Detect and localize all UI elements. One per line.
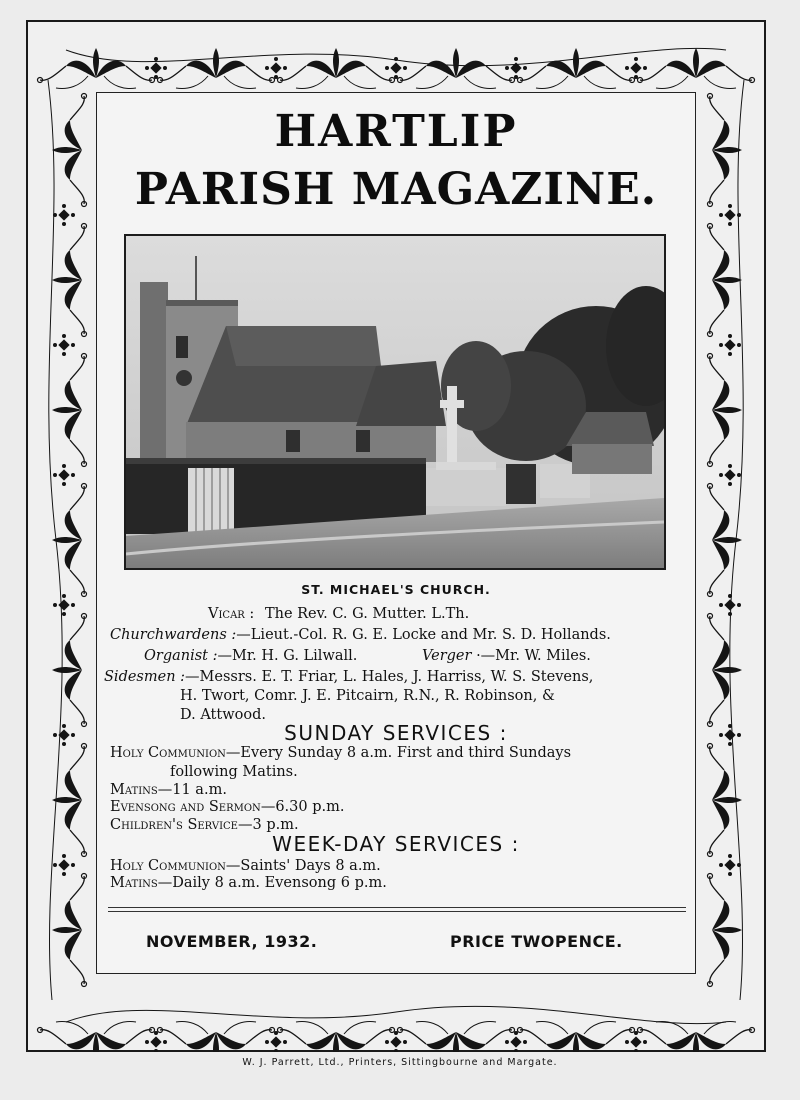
sunday-children-label: Children's Service (110, 817, 238, 833)
weekday-matins-text: —Daily 8 a.m. Evensong 6 p.m. (157, 875, 387, 891)
sunday-matins (110, 782, 227, 798)
organist-name: —Mr. H. G. Lilwall. (217, 648, 358, 664)
sunday-evensong-label: Evensong and Sermon (110, 799, 261, 815)
magazine-title-line-1: HARTLIP (274, 106, 518, 157)
churchwardens-names: —Lieut.-Col. R. G. E. Locke and Mr. S. D. Hollands. (236, 627, 611, 643)
sidesmen-names-1: —Messrs. E. T. Friar, L. Hales, J. Harriss, W. S. Stevens, (185, 669, 594, 685)
organist-verger-line (144, 648, 591, 664)
sidesmen-line-1 (104, 669, 593, 685)
vicar-label: Vicar : (208, 606, 255, 622)
sunday-matins-text: —11 a.m. (157, 782, 227, 798)
church-illustration (126, 236, 664, 568)
weekday-services-heading: WEEK-DAY SERVICES : (272, 832, 520, 856)
weekday-holy-communion (110, 858, 381, 874)
issue-price: PRICE TWOPENCE. (450, 932, 623, 951)
sunday-childrens-service (110, 817, 299, 833)
divider-rule-bottom (108, 911, 686, 912)
weekday-matins-label: Matins (110, 875, 158, 891)
sidesmen-line-2: H. Twort, Comr. J. E. Pitcairn, R.N., R. Robinson, & (180, 688, 555, 704)
sunday-matins-label: Matins (110, 782, 158, 798)
issue-date: NOVEMBER, 1932. (146, 932, 318, 951)
sidesmen-line-3: D. Attwood. (180, 707, 266, 723)
church-photograph (124, 234, 666, 570)
divider-rule-top (108, 907, 686, 908)
photo-caption: ST. MICHAEL'S CHURCH. (301, 582, 491, 597)
churchwardens-label: Churchwardens : (110, 627, 237, 643)
organist-label: Organist : (144, 648, 218, 664)
weekday-matins (110, 875, 387, 891)
sunday-evensong (110, 799, 344, 815)
verger-label: Verger (422, 648, 472, 664)
sunday-holy-communion (110, 745, 571, 761)
magazine-title-line-2: PARISH MAGAZINE. (134, 164, 658, 215)
sunday-hc-continued: following Matins. (170, 764, 298, 780)
sunday-evensong-text: —6.30 p.m. (260, 799, 345, 815)
sunday-hc-label: Holy Communion (110, 745, 226, 761)
verger-name: ·—Mr. W. Miles. (476, 648, 591, 664)
vicar-line (208, 606, 469, 622)
weekday-hc-label: Holy Communion (110, 858, 226, 874)
weekday-hc-text: —Saints' Days 8 a.m. (225, 858, 381, 874)
vicar-name: The Rev. C. G. Mutter. L.Th. (264, 606, 470, 622)
sidesmen-label: Sidesmen : (104, 669, 186, 685)
printer-credit: W. J. Parrett, Ltd., Printers, Sittingbourne and Margate. (242, 1057, 558, 1068)
churchwardens-line (110, 627, 611, 643)
sunday-services-heading: SUNDAY SERVICES : (284, 721, 508, 745)
sunday-hc-text: —Every Sunday 8 a.m. First and third Sundays (225, 745, 572, 761)
sunday-children-text: —3 p.m. (237, 817, 299, 833)
